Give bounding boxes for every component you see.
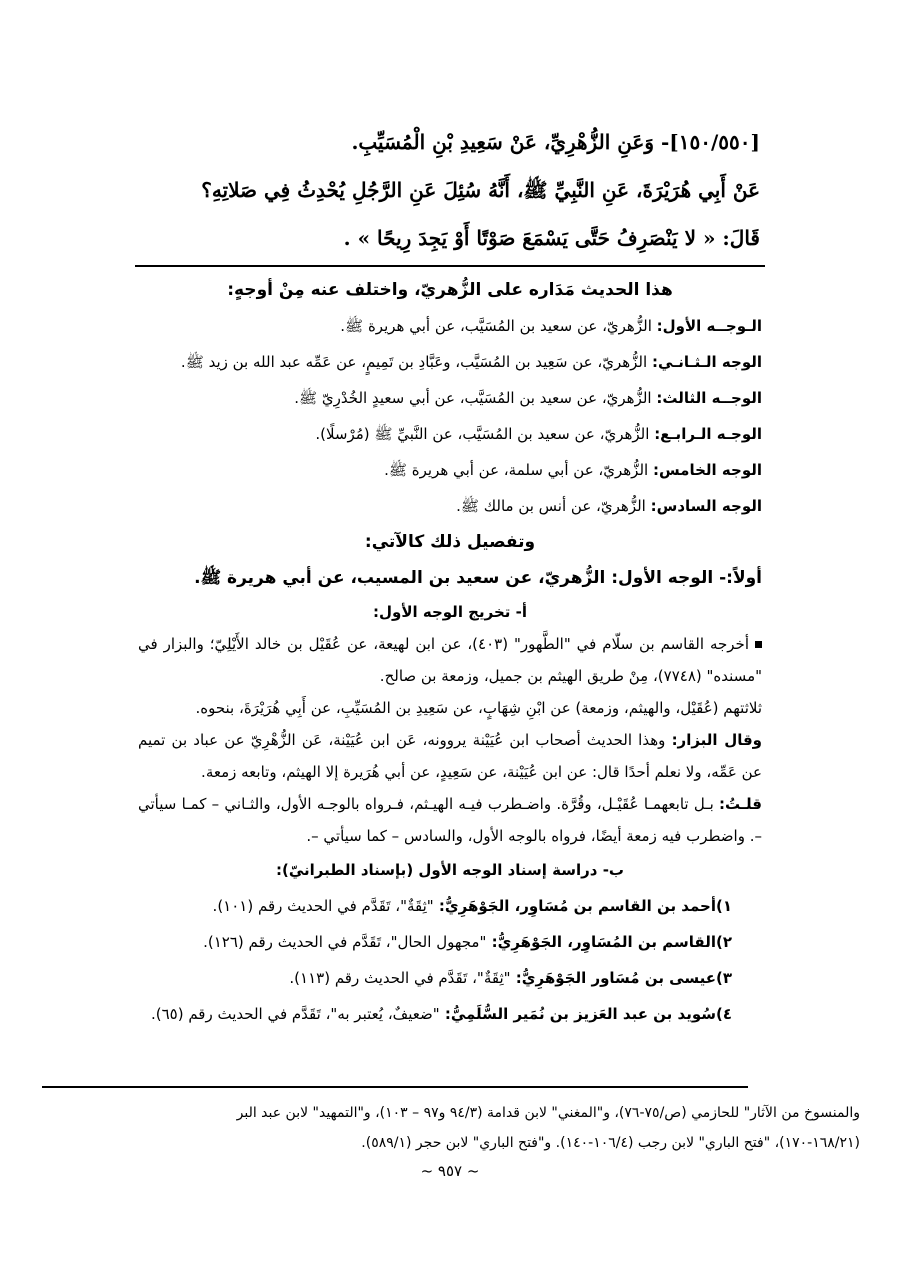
takhrij-summary: ثلاثتهم (عُقَيْل، والهيثم، وزمعة) عن ابْنِ شِهَابٍ، عن سَعِيدِ بن المُسَيِّبِ، عن أَبِي هُرَيْرَةَ، بنحوه.	[195, 699, 762, 717]
narrator-name: سُويد بن عبد العَزيز بن نُمَير السُّلَمِيُّ:	[444, 1005, 716, 1023]
separator-line	[135, 265, 765, 267]
wajh-label: الوجه السادس:	[650, 497, 762, 515]
wajh-text: الزُّهريّ، عن سعيد بن المُسَيَّب، عن أبي سعيدٍ الخُدْرِيّ ﷺ.	[294, 389, 652, 407]
footnote	[40, 1098, 860, 1158]
narrator-grade: "ثِقَةٌ"، تَقَدَّم في الحديث رقم (١٠١).	[212, 897, 434, 915]
narrator-number: ٣)	[715, 969, 732, 987]
wajh-label: الوجـه الـرابـع:	[654, 425, 762, 443]
footnote-line: والمنسوخ من الآثار" للحازمي (ص/٧٥-٧٦)، و"المغني" لابن قدامة (٩٤/٣ و٩٧ – ١٠٣)، و"التمهيد" لابن عبد البر	[236, 1105, 860, 1121]
wajh-text: الزُّهريّ، عن سعيد بن المُسَيَّب، عن النَّبيِّ ﷺ (مُرْسلًا).	[315, 425, 650, 443]
first-wajh-text: الزُّهريّ، عن سعيد بن المسيب، عن أبي هريرة ﷺ.	[194, 568, 606, 588]
wajh-text: الزُّهريّ، عن سعيد بن المُسَيَّب، عن أبي هريرة ﷺ.	[340, 317, 652, 335]
wajh-label: الوجــه الثالث:	[656, 389, 762, 407]
wajh-item	[138, 452, 762, 488]
qultu-paragraph	[138, 788, 762, 852]
qultu-text: بـل تابعهمـا عُقَيْـل، وقُرَّة. واضـطرب فيـه الهيـثم، فـرواه بالوجـه الأول، والثـاني – كمـا سيأتي –. واضطرب فيه زمعة أيضًا، فرواه بالوجه الأول، والسادس – كما سيأتي –.	[138, 795, 762, 845]
wajh-text: الزُّهريّ، عن سَعِيد بن المُسَيَّب، وعَبَّادِ بن تَمِيمٍ، عن عَمِّه عبد الله بن زيد ﷺ.	[180, 353, 648, 371]
bullet-icon	[755, 641, 762, 648]
first-wajh-heading	[138, 560, 762, 596]
wajh-text: الزُّهريّ، عن أنس بن مالك ﷺ.	[456, 497, 646, 515]
hadith-question-line: عَنْ أَبِي هُرَيْرَةَ، عَنِ النَّبِيِّ ﷺ، أَنَّهُ سُئِلَ عَنِ الرَّجُلِ يُحْدِثُ فِي صَلاتِهِ؟	[201, 178, 760, 202]
wajh-item	[138, 416, 762, 452]
first-wajh-prefix: أولاً:- الوجه الأول:	[611, 568, 762, 588]
wajh-label: الوجه الـثـانـي:	[651, 353, 762, 371]
takhrij-text: أخرجه القاسم بن سلّام في "الطَّهور" (٤٠٣)، عن ابن لهيعة، عن عُقَيْل بن خالد الأَيْلِيّ؛ والبزار في "مسنده" (٧٧٤٨)، مِنْ طريق الهيثم بن جميل، وزمعة بن صالح.	[138, 635, 762, 685]
hadith-answer-line: قَالَ: « لا يَنْصَرِفُ حَتَّى يَسْمَعَ صَوْتًا أَوْ يَجِدَ رِيحًا » .	[343, 226, 760, 250]
wajh-label: الـوجــه الأول:	[656, 317, 762, 335]
narrator-name: عيسى بن مُسَاور الجَوْهَرِيُّ:	[515, 969, 716, 987]
narrator-item	[138, 996, 762, 1032]
wajh-item	[138, 380, 762, 416]
narrator-grade: "مجهول الحال"، تَقَدَّم في الحديث رقم (١٢٦).	[203, 933, 487, 951]
wajh-item	[138, 344, 762, 380]
hadith-isnad-line: [١٥٠/٥٥٠]- وَعَنِ الزُّهْرِيِّ، عَنْ سَعِيدِ بْنِ الْمُسَيِّبِ.	[351, 130, 760, 154]
takhrij-subheading: أ- تخريج الوجه الأول:	[373, 603, 527, 621]
narrator-number: ٤)	[715, 1005, 732, 1023]
wajh-item	[138, 308, 762, 344]
hadith-block	[60, 118, 760, 262]
details-heading: وتفصيل ذلك كالآتي:	[364, 532, 536, 552]
narrator-item	[138, 960, 762, 996]
narrator-item	[138, 924, 762, 960]
wajh-text: الزُّهريّ، عن أبي سلمة، عن أبي هريرة ﷺ.	[384, 461, 649, 479]
narrator-number: ٢)	[715, 933, 732, 951]
commentary-body	[138, 272, 762, 1032]
narrator-item	[138, 888, 762, 924]
narrator-grade: "ضعيفٌ، يُعتبر به"، تَقَدَّم في الحديث رقم (٦٥).	[150, 1005, 440, 1023]
narrator-number: ١)	[715, 897, 732, 915]
takhrij-paragraph	[138, 628, 762, 692]
narrator-grade: "ثِقَةٌ"، تَقَدَّم في الحديث رقم (١١٣).	[289, 969, 511, 987]
bazzar-text: وهذا الحديث أصحاب ابن عُيَيْنة يروونه، عَن ابن عُيَيْنة، عَن الزُّهْرِيّ عن عباد بن تميم عن عَمِّه، ولا نعلم أحدًا قال: عن ابن عُيَيْنة، عن سَعِيدٍ، عن أبي هُرَيرة إلا الهيثم، وتابعه زمعة.	[138, 731, 762, 781]
isnad-study-subheading: ب- دراسة إسناد الوجه الأول (بإسناد الطبرانيّ):	[275, 861, 624, 879]
page-number: ~ ٩٥٧ ~	[420, 1162, 480, 1180]
footnote-line: (١٦٨/٢١-١٧٠)، "فتح الباري" لابن رجب (١٠٦/٤-١٤٠). و"فتح الباري" لابن حجر (٥٨٩/١).	[361, 1135, 860, 1151]
bazzar-label: وقال البزار:	[671, 731, 762, 749]
qultu-label: قلـتُ:	[719, 795, 762, 813]
footnote-separator	[42, 1086, 748, 1088]
summary-heading: هذا الحديث مَدَاره على الزُّهريّ، واختلف عنه مِنْ أوجهٍ:	[227, 280, 673, 300]
wajh-item	[138, 488, 762, 524]
wajh-label: الوجه الخامس:	[652, 461, 762, 479]
bazzar-paragraph	[138, 724, 762, 788]
narrator-name: القاسم بن المُسَاوِر، الجَوْهَرِيُّ:	[491, 933, 716, 951]
narrator-name: أحمد بن القاسم بن مُسَاوِر، الجَوْهَرِيُّ:	[438, 897, 716, 915]
